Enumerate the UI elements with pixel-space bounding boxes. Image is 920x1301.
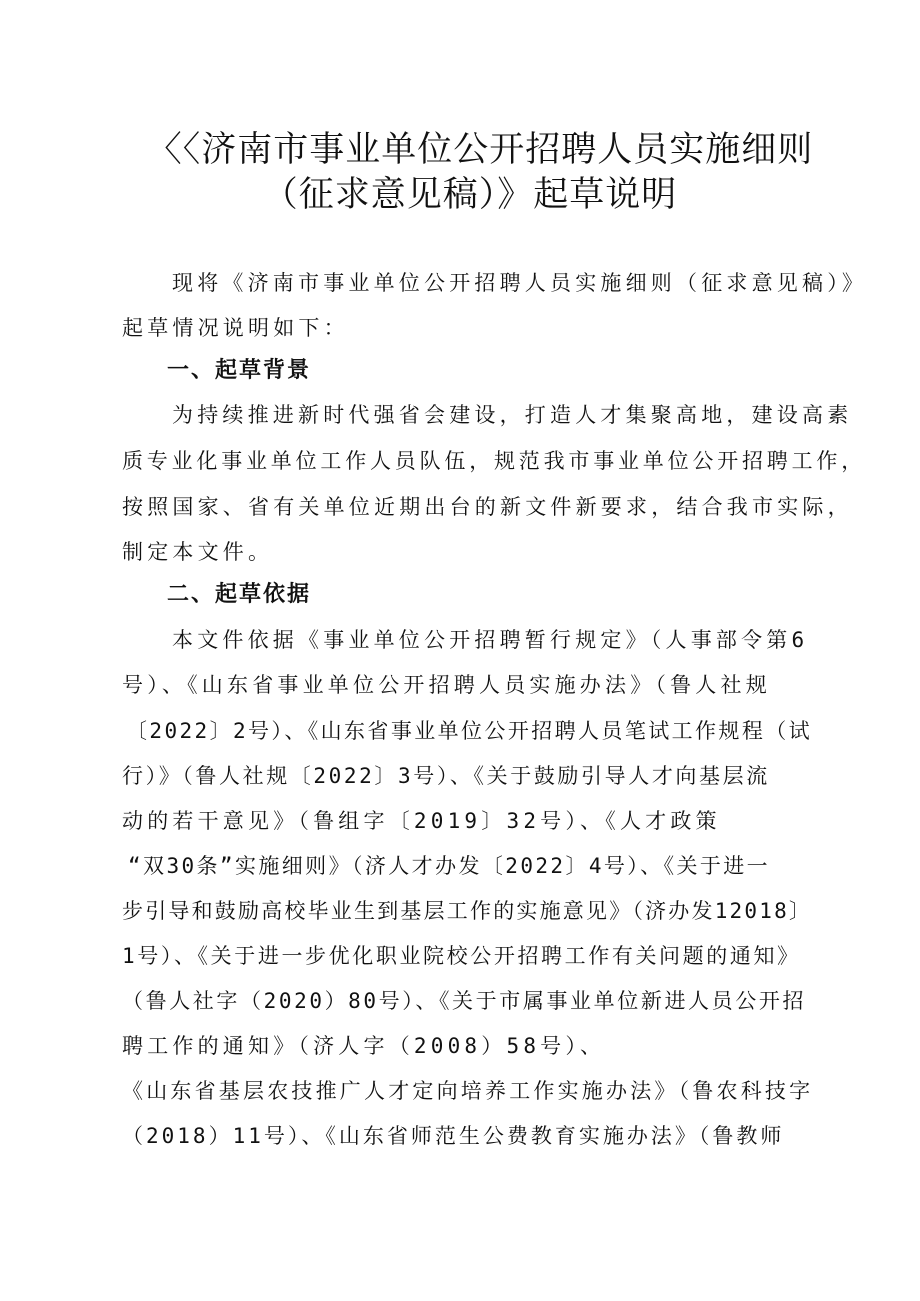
basis-paragraph-line: 本文件依据《事业单位公开招聘暂行规定》（人事部令第6: [172, 628, 809, 652]
basis-paragraph-line: “双30条”实施细则》（济人才办发〔2022〕4号）、《关于进一: [128, 854, 771, 878]
basis-paragraph-line: 聘工作的通知》（济人字（2008）58号）、: [122, 1034, 606, 1058]
basis-paragraph-line: 行）》（鲁人社规〔2022〕3号）、《关于鼓励引导人才向基层流: [122, 764, 770, 788]
basis-paragraph-line: 〔2022〕2号）、《山东省事业单位公开招聘人员笔试工作规程（试: [126, 719, 813, 743]
document-title-line-2: （征求意见稿）》起草说明: [262, 175, 678, 215]
section-heading-background: 一、起草背景: [167, 358, 312, 383]
basis-paragraph-line: 动的若干意见》（鲁组字〔2019〕32号）、《人才政策: [122, 809, 721, 833]
basis-paragraph-line: （鲁人社字（2020）80号）、《关于市属事业单位新进人员公开招: [122, 989, 807, 1013]
intro-paragraph-line: 现将《济南市事业单位公开招聘人员实施细则（征求意见稿）》: [172, 271, 868, 295]
section-heading-basis: 二、起草依据: [167, 582, 312, 607]
basis-paragraph-line: （2018）11号）、《山东省师范生公费教育实施办法》（鲁教师: [122, 1124, 785, 1148]
basis-paragraph-line: 号）、《山东省事业单位公开招聘人员实施办法》（鲁人社规: [122, 673, 771, 697]
background-paragraph-line: 制定本文件。: [122, 540, 274, 564]
background-paragraph-line: 质专业化事业单位工作人员队伍，规范我市事业单位公开招聘工作，: [122, 449, 866, 473]
basis-paragraph-line: 1号）、《关于进一步优化职业院校公开招聘工作有关问题的通知》: [122, 944, 801, 968]
background-paragraph-line: 为持续推进新时代强省会建设，打造人才集聚高地，建设高素: [172, 403, 853, 427]
background-paragraph-line: 按照国家、省有关单位近期出台的新文件新要求，结合我市实际，: [122, 495, 853, 519]
document-title-line-1: 〈〈济南市事业单位公开招聘人员实施细则: [146, 130, 814, 170]
intro-paragraph-line: 起草情况说明如下：: [122, 316, 349, 340]
basis-paragraph-line: 《山东省基层农技推广人才定向培养工作实施办法》（鲁农科技字: [122, 1079, 814, 1103]
basis-paragraph-line: 步引导和鼓励高校毕业生到基层工作的实施意见》（济办发12018〕: [122, 899, 813, 923]
